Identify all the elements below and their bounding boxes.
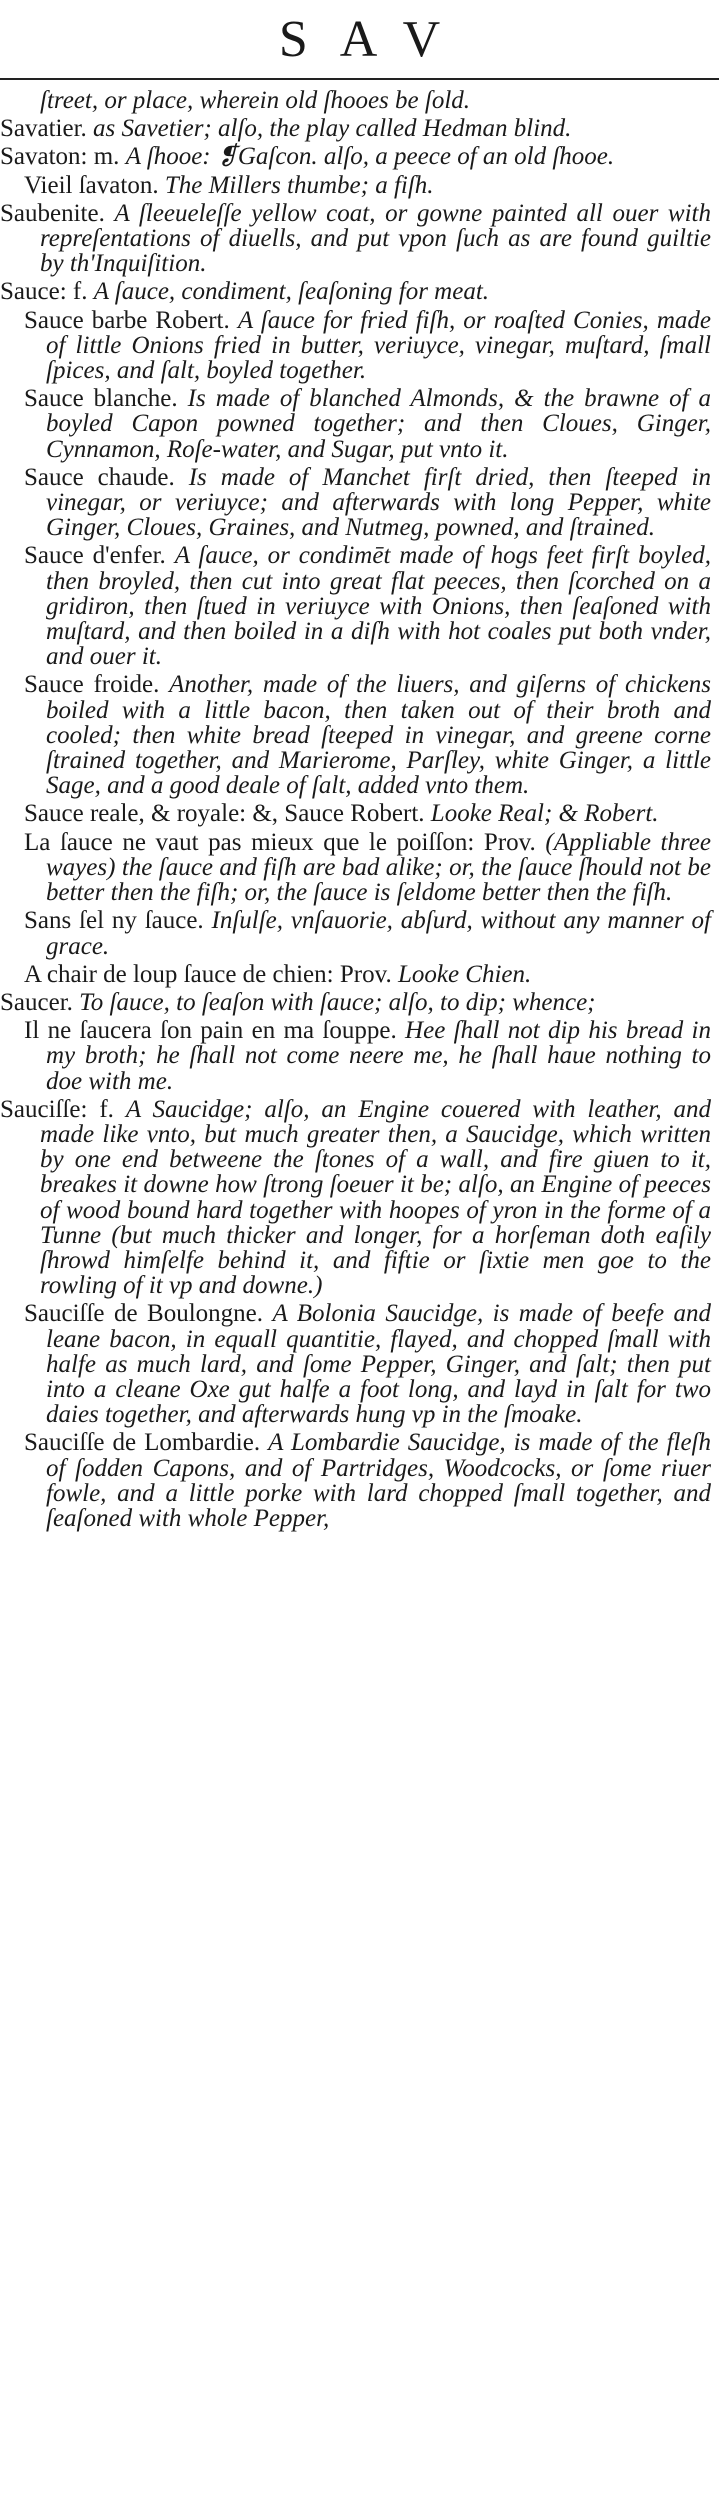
entry-headword: A chair de loup ſauce de chien: Prov. xyxy=(24,960,392,988)
entry-headword: Saubenite. xyxy=(0,199,105,227)
entry-definition: ſtreet, or place, wherein old ſhooes be ſold. xyxy=(40,87,471,114)
dictionary-subentry xyxy=(0,801,719,826)
dictionary-entry xyxy=(0,88,719,113)
entry-definition: Looke Chien. xyxy=(397,960,532,988)
entry-headword: Sauce d'enfer. xyxy=(24,542,166,570)
dictionary-subentry xyxy=(0,543,719,669)
entry-headword: Sauce blanche. xyxy=(24,385,178,413)
entry-definition: A ſleeueleſſe yellow coat, or gowne painted all ouer with repreſentations of diuells, and put vpon ſuch as are found guiltie by th'Inquiſition. xyxy=(40,199,712,278)
entry-headword: Sauce froide. xyxy=(24,671,160,699)
entry-definition: Looke Real; & Robert. xyxy=(430,800,659,828)
entry-definition: A Bolonia Saucidge, is made of beefe and leane bacon, in equall quantitie, flayed, and chopped ſmall with halfe as much lard, and ſome Pepper, Ginger, and ſalt; then put into a cleane Oxe gut halfe a foot long, and layd in ſalt for two daies together, and afterwards hung vp in the ſmoake. xyxy=(46,1300,711,1429)
entry-definition: Another, made of the liuers, and giſerns of chickens boiled with a little bacon, then taken out of their broth and cooled; then white bread ſteeped in vinegar, and greene corne ſtrained together, and Marierome, Parſley, white Ginger, a little Sage, and a good deale of ſalt, added vnto them. xyxy=(46,671,711,800)
running-head: SAV xyxy=(278,11,473,68)
entry-definition: A Lombardie Saucidge, is made of the fleſh of ſodden Capons, and of Partridges, Woodcocks, or ſome riuer fowle, and a little porke with lard chopped ſmall together, and ſeaſoned with whole Pepper, xyxy=(46,1429,712,1532)
entry-headword: Savatier. xyxy=(0,115,87,143)
entry-definition: Hee ſhall not dip his bread in my broth; he ſhall not come neere me, he ſhall haue nothing to doe with me. xyxy=(46,1017,711,1095)
entry-definition: Is made of Manchet firſt dried, then ſteeped in vinegar, or veriuyce; and afterwards with long Pepper, white Ginger, Cloues, Graines, and Nutmeg, powned, and ſtrained. xyxy=(46,463,711,542)
entry-definition: as Savetier; alſo, the play called Hedman blind. xyxy=(93,115,572,143)
dictionary-subentry xyxy=(0,962,719,987)
dictionary-subentry xyxy=(0,830,719,906)
entry-headword: Sauce reale, & royale: &, Sauce Robert. xyxy=(24,800,425,828)
entry-headword: La ſauce ne vaut pas mieux que le poiſſon: Prov. xyxy=(24,828,536,856)
dictionary-entry xyxy=(0,144,719,169)
entry-headword: Sans ſel ny ſauce. xyxy=(24,907,204,935)
entry-definition: (Appliable three wayes) the ſauce and fiſh are bad alike; or, the ſauce ſhould not be better then the fiſh; or, the ſauce is ſeldome better then the fiſh. xyxy=(46,828,711,907)
dictionary-subentry xyxy=(0,672,719,798)
entry-definition: A Saucidge; alſo, an Engine couered with leather, and made like vnto, but much greater then, a Saucidge, which written by one end betweene the ſtones of a wall, and fire giuen to it, breakes it downe how ſtrong ſoeuer it be; alſo, an Engine of peeces of wood bound hard together with hoopes of yron in the forme of a Tunne (but much thicker and longer, for a horſeman doth eaſily ſhrowd himſelfe behind it, and fiftie or ſixtie men goe to the rowling of it vp and downe.) xyxy=(40,1095,711,1300)
dictionary-subentry xyxy=(0,308,719,384)
entry-definition: A ſauce, or condimēt made of hogs feet firſt boyled, then broyled, then cut into great flat peeces, then ſcorched on a gridiron, then ſtued in veriuyce with Onions, then ſeaſoned with muſtard, and then boiled in a diſh with hot coales put both vnder, and ouer it. xyxy=(46,542,711,671)
entry-definition: A ſauce, condiment, ſeaſoning for meat. xyxy=(93,278,490,306)
entry-headword: Sauciſſe: f. xyxy=(0,1095,114,1123)
entry-headword: Sauciſſe de Lombardie. xyxy=(24,1429,261,1457)
entry-definition: A ſauce for fried fiſh, or roaſted Conies, made of little Onions fried in butter, veriuyce, vinegar, muſtard, ſmall ſpices, and ſalt, boyled together. xyxy=(46,306,711,385)
dictionary-entry xyxy=(0,1097,719,1299)
dictionary-subentry xyxy=(0,1018,719,1094)
dictionary-subentry xyxy=(0,1301,719,1427)
entry-definition: The Millers thumbe; a fiſh. xyxy=(164,171,434,199)
dictionary-entry xyxy=(0,279,719,304)
dictionary-entry xyxy=(0,201,719,277)
entry-headword: Sauciſſe de Boulongne. xyxy=(24,1300,263,1328)
dictionary-subentry xyxy=(0,173,719,198)
dictionary-subentry xyxy=(0,1430,719,1531)
page-header xyxy=(0,0,719,84)
entry-headword: Savaton: m. xyxy=(0,143,120,171)
entry-headword: Vieil ſavaton. xyxy=(24,171,159,199)
entry-headword: Sauce: f. xyxy=(0,278,88,306)
dictionary-subentry xyxy=(0,908,719,958)
entry-definition: A ſhooe: ❡Gaſcon. alſo, a peece of an old ſhooe. xyxy=(125,143,615,171)
entry-list xyxy=(0,88,719,1531)
header-rule xyxy=(0,78,719,80)
entry-definition: Inſulſe, vnſauorie, abſurd, without any manner of grace. xyxy=(46,907,711,960)
entry-headword: Sauce barbe Robert. xyxy=(24,306,230,334)
dictionary-subentry xyxy=(0,386,719,462)
entry-headword: Sauce chaude. xyxy=(24,463,175,491)
dictionary-entry xyxy=(0,990,719,1015)
dictionary-subentry xyxy=(0,465,719,541)
entry-headword: Saucer. xyxy=(0,988,73,1016)
dictionary-entry xyxy=(0,116,719,141)
entry-definition: Is made of blanched Almonds, & the brawne of a boyled Capon powned together; and then Cloues, Ginger, Cynnamon, Roſe-water, and Sugar, put vnto it. xyxy=(46,385,711,463)
entry-headword: Il ne ſaucera ſon pain en ma ſouppe. xyxy=(24,1017,397,1045)
entry-definition: To ſauce, to ſeaſon with ſauce; alſo, to dip; whence; xyxy=(79,988,596,1016)
